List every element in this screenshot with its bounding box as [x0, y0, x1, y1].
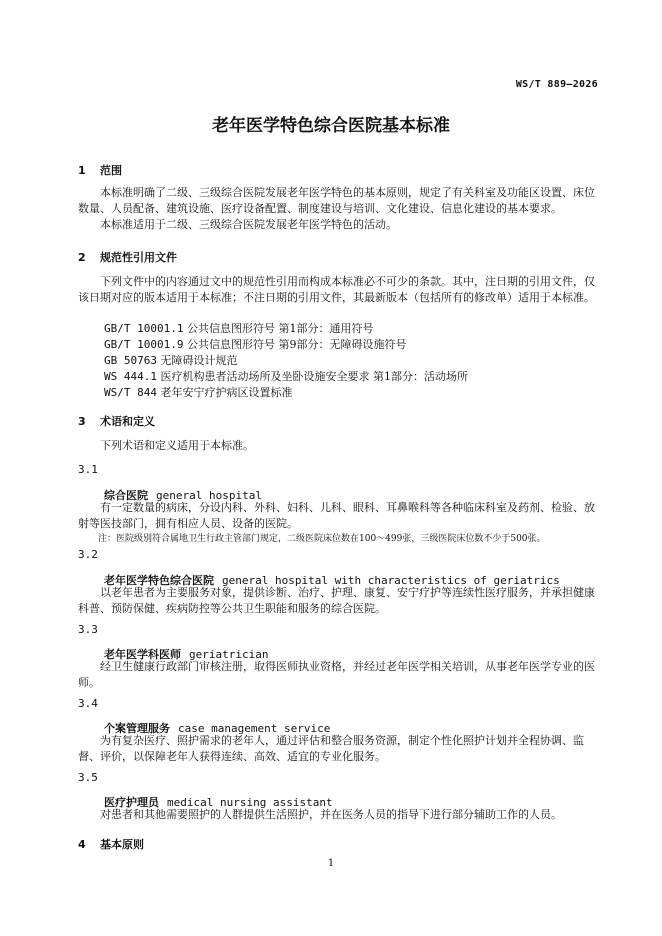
term-en: medical nursing assistant — [167, 796, 333, 809]
section-number: 1 — [78, 164, 86, 177]
section-2-heading — [78, 249, 177, 265]
term-zh: 老年医学科医师 — [104, 648, 181, 661]
term-definition-block — [78, 585, 600, 617]
paragraph: 本标准明确了二级、三级综合医院发展老年医学特色的基本原则，规定了有关科室及功能区设置、床位数量、人员配备、建筑设施、医疗设备配置、制度建设与培训、文化建设、信息化建设的基本要求。 — [78, 186, 595, 215]
term-definition-block — [78, 659, 600, 691]
term-zh: 综合医院 — [104, 489, 148, 502]
term-definition: 经卫生健康行政部门审核注册，取得医师执业资格，并经过老年医学相关培训，从事老年医学专业的医师。 — [78, 660, 595, 689]
reference-code: WS/T 844 — [104, 386, 157, 399]
section-3-heading — [78, 413, 155, 429]
paragraph: 下列文件中的内容通过文中的规范性引用而构成本标准必不可少的条款。其中，注日期的引用文件，仅该日期对应的版本适用于本标准；不注日期的引用文件，其最新版本（包括所有的修改单）适用于本标准。 — [78, 275, 595, 304]
section-title: 基本原则 — [100, 838, 144, 851]
page-number: 1 — [327, 858, 335, 869]
reference-title: 公共信息图形符号 第9部分：无障碍设施符号 — [186, 338, 407, 351]
term-zh: 个案管理服务 — [104, 722, 170, 735]
reference-title: 公共信息图形符号 第1部分：通用符号 — [186, 322, 374, 335]
term-definition-block — [78, 500, 600, 532]
section-2-body — [78, 274, 600, 306]
term-definition: 以老年患者为主要服务对象，提供诊断、治疗、护理、康复、安宁疗护等连续性医疗服务，并承担健康科普、预防保健、疾病防控等公共卫生职能和服务的综合医院。 — [78, 586, 595, 615]
term-en: geriatrician — [189, 648, 269, 661]
term-definition: 有一定数量的病床，分设内科、外科、妇科、儿科、眼科、耳鼻喉科等各种临床科室及药剂、检验、放射等医技部门，拥有相应人员、设备的医院。 — [78, 501, 595, 530]
term-number: 3.3 — [78, 623, 98, 636]
section-1-body — [78, 185, 600, 233]
section-1-heading — [78, 162, 122, 178]
section-number: 4 — [78, 838, 86, 851]
term-note: 注：医院级别符合属地卫生行政主管部门规定，二级医院床位数在100～499张，三级医院床位数不少于500张。 — [98, 534, 546, 544]
term-number: 3.1 — [78, 463, 98, 476]
section-title: 术语和定义 — [100, 415, 155, 428]
reference-title: 老年安宁疗护病区设置标准 — [160, 386, 293, 399]
term-number: 3.2 — [78, 548, 98, 561]
document-code: WS/T 889—2026 — [515, 79, 598, 90]
reference-item — [104, 353, 237, 369]
section-title: 范围 — [100, 164, 122, 177]
term-definition: 对患者和其他需要照护的人群提供生活照护，并在医务人员的指导下进行部分辅助工作的人员。 — [100, 808, 562, 821]
paragraph: 本标准适用于二级、三级综合医院发展老年医学特色的活动。 — [100, 218, 397, 231]
reference-item — [104, 321, 373, 337]
section-4-heading — [78, 836, 144, 852]
section-number: 2 — [78, 251, 86, 264]
reference-item — [104, 369, 468, 385]
reference-item — [104, 337, 406, 353]
section-number: 3 — [78, 415, 86, 428]
term-en: general hospital with characteristics of geriatrics — [222, 574, 560, 587]
term-zh: 医疗护理员 — [104, 796, 159, 809]
section-title: 规范性引用文件 — [100, 251, 177, 264]
reference-item — [104, 385, 292, 401]
reference-code: GB 50763 — [104, 354, 157, 367]
term-number: 3.5 — [78, 771, 98, 784]
reference-code: GB/T 10001.9 — [104, 338, 184, 351]
document-title: 老年医学特色综合医院基本标准 — [212, 116, 450, 136]
reference-title: 医疗机构患者活动场所及坐卧设施安全要求 第1部分：活动场所 — [160, 370, 468, 383]
term-zh: 老年医学特色综合医院 — [104, 574, 214, 587]
reference-code: WS 444.1 — [104, 370, 157, 383]
term-definition-block — [78, 733, 600, 765]
term-definition-block — [78, 807, 600, 823]
term-number: 3.4 — [78, 697, 98, 710]
terms-intro: 下列术语和定义适用于本标准。 — [100, 439, 254, 452]
term-en: general hospital — [156, 489, 262, 502]
reference-code: GB/T 10001.1 — [104, 322, 184, 335]
reference-title: 无障碍设计规范 — [160, 354, 238, 367]
term-en: case management service — [178, 722, 331, 735]
term-definition: 为有复杂医疗、照护需求的老年人，通过评估和整合服务资源，制定个性化照护计划并全程协调、监督、评价，以保障老年人获得连续、高效、适宜的专业化服务。 — [78, 734, 584, 763]
